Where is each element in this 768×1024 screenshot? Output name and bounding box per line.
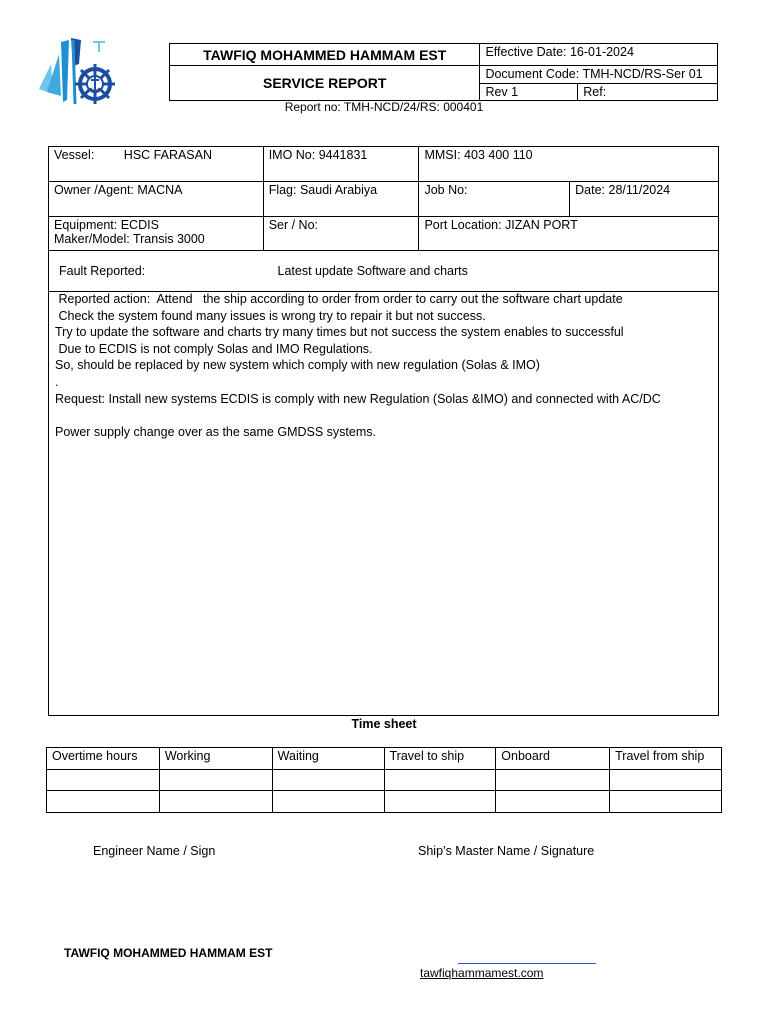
timesheet-header: Travel to ship	[384, 748, 496, 770]
mmsi-number: MMSI: 403 400 110	[419, 147, 719, 182]
report-date: Date: 28/11/2024	[570, 182, 719, 217]
timesheet-cell	[496, 769, 610, 791]
timesheet-cell	[384, 769, 496, 791]
master-signature-label: Ship’s Master Name / Signature	[418, 844, 595, 858]
timesheet-title: Time sheet	[351, 717, 417, 731]
vessel-cell	[49, 147, 264, 182]
timesheet-cell	[610, 769, 722, 791]
timesheet-header: Travel from ship	[610, 748, 722, 770]
report-line: Check the system found many issues is wrong try to repair it but not success.	[55, 308, 486, 323]
timesheet-cell	[159, 769, 272, 791]
timesheet-cell	[384, 791, 496, 813]
timesheet-table	[46, 747, 722, 813]
timesheet-cell	[47, 791, 160, 813]
document-code: Document Code: TMH-NCD/RS-Ser 01	[480, 66, 718, 84]
report-body	[55, 291, 715, 440]
timesheet-row	[47, 769, 722, 791]
header-table	[169, 43, 718, 101]
timesheet-cell	[496, 791, 610, 813]
report-line	[55, 407, 715, 424]
imo-number: IMO No: 9441831	[263, 147, 419, 182]
timesheet-cell	[272, 791, 384, 813]
owner-agent: Owner /Agent: MACNA	[49, 182, 264, 217]
timesheet-header: Waiting	[272, 748, 384, 770]
fault-value: Latest update Software and charts	[277, 264, 468, 278]
vessel-value: HSC FARASAN	[123, 148, 213, 162]
reference: Ref:	[578, 84, 718, 101]
vessel-info-table	[48, 146, 719, 292]
equipment-cell	[49, 217, 264, 251]
timesheet-cell	[272, 769, 384, 791]
job-number: Job No:	[419, 182, 570, 217]
timesheet-cell	[610, 791, 722, 813]
timesheet-header: Working	[159, 748, 272, 770]
revision: Rev 1	[480, 84, 578, 101]
document-title: SERVICE REPORT	[170, 66, 480, 101]
timesheet-cell	[159, 791, 272, 813]
maker-model: Maker/Model: Transis 3000	[54, 232, 205, 246]
company-name: TAWFIQ MOHAMMED HAMMAM EST	[170, 44, 480, 66]
report-number: Report no: TMH-NCD/24/RS: 000401	[284, 100, 484, 114]
equipment: Equipment: ECDIS	[54, 218, 159, 232]
engineer-signature-label: Engineer Name / Sign	[93, 844, 216, 858]
flag: Flag: Saudi Arabiya	[263, 182, 419, 217]
footer-divider	[458, 963, 596, 964]
timesheet-header: Overtime hours	[47, 748, 160, 770]
timesheet-row	[47, 791, 722, 813]
report-line: .	[55, 374, 59, 389]
report-line: Reported action: Attend the ship according to order from order to carry out the software chart update	[55, 292, 623, 306]
timesheet-cell	[47, 769, 160, 791]
report-line: Try to update the software and charts try many times but not success the system enables to successful	[55, 325, 624, 340]
effective-date: Effective Date: 16-01-2024	[480, 44, 718, 66]
report-line: Power supply change over as the same GMDSS systems.	[55, 424, 376, 439]
port-location: Port Location: JIZAN PORT	[419, 217, 719, 251]
fault-label: Fault Reported:	[59, 264, 146, 278]
timesheet-header: Onboard	[496, 748, 610, 770]
footer-company: TAWFIQ MOHAMMED HAMMAM EST	[64, 946, 273, 960]
fault-reported-row	[49, 251, 719, 292]
report-line: Due to ECDIS is not comply Solas and IMO Regulations.	[55, 341, 373, 356]
report-line: So, should be replaced by new system which comply with new regulation (Solas & IMO)	[55, 358, 540, 373]
report-line: Request: Install new systems ECDIS is comply with new Regulation (Solas &IMO) and connected with AC/DC	[55, 391, 661, 406]
vessel-label: Vessel:	[54, 148, 95, 162]
serial-number: Ser / No:	[263, 217, 419, 251]
footer-website-link[interactable]: tawfiqhammamest.com	[420, 966, 544, 980]
